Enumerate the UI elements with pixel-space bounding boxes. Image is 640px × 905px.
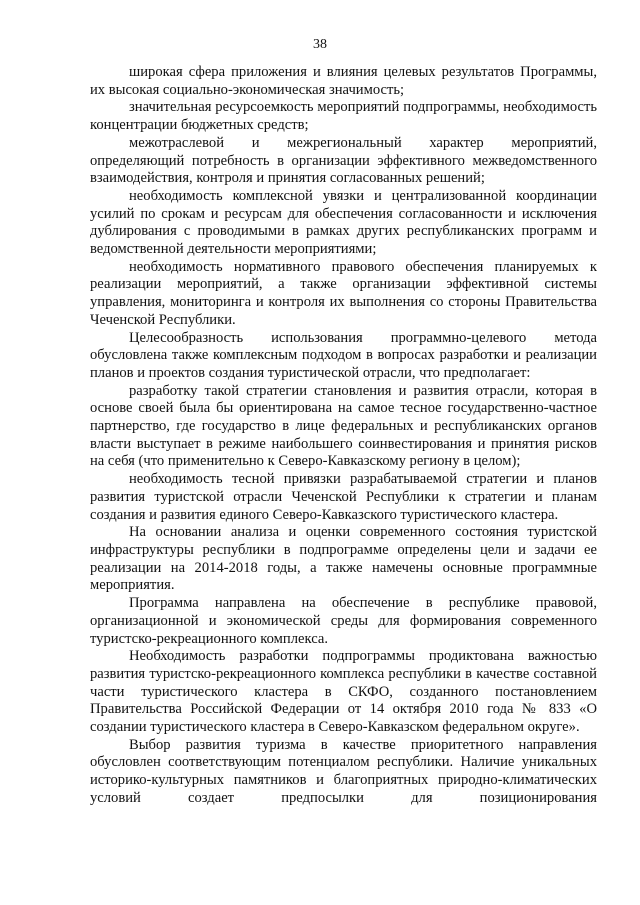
paragraph: Выбор развития туризма в качестве приоритетного направления обусловлен соответствующим потенциалом республики. Наличие уникальных историко-культурных памятников и благоприятных природно-климатических условий создает предпосылки для позиционирования bbox=[90, 736, 597, 806]
paragraph: необходимость нормативного правового обеспечения планируемых к реализации мероприятий, а также организации эффективной системы управления, мониторинга и контроля их выполнения со стороны Правительства Чеченской Республики. bbox=[90, 258, 597, 328]
paragraph: Целесообразность использования программно-целевого метода обусловлена также комплексным подходом в вопросах разработки и реализации планов и проектов создания туристической отрасли, что предполагает: bbox=[90, 329, 597, 381]
page-number: 38 bbox=[313, 37, 327, 52]
paragraph: необходимость комплексной увязки и централизованной координации усилий по срокам и ресурсам для обеспечения согласованности и исключения дублирования с проводимыми в рамках других республиканских программ и ведомственной деятельности мероприятиями; bbox=[90, 187, 597, 258]
body-text bbox=[90, 64, 597, 808]
paragraph: широкая сфера приложения и влияния целевых результатов Программы, их высокая социально-экономическая значимость; bbox=[90, 64, 597, 98]
paragraph: На основании анализа и оценки современного состояния туристской инфраструктуры республики в подпрограмме определены цели и задачи ее реализации на 2014-2018 годы, а также намечены основные программные мероприятия. bbox=[90, 524, 597, 594]
paragraph: Необходимость разработки подпрограммы продиктована важностью развития туристско-рекреационного комплекса республики в качестве составной части туристического кластера в СКФО, созданного постановлением Правительства Российской Федерации от 14 октября 2010 года № 833 «О создании туристического кластера в Северо-Кавказском федеральном округе». bbox=[90, 648, 597, 736]
paragraph: значительная ресурсоемкость мероприятий подпрограммы, необходимость концентрации бюджетных средств; bbox=[90, 99, 597, 134]
paragraph: разработку такой стратегии становления и развития отрасли, которая в основе своей была бы ориентирована на самое тесное государственно-частное партнерство, где государство в лице федеральных и республиканских органов власти выступает в режиме наибольшего соинвестирования и принятия рисков на себя (что применительно к Северо-Кавказскому региону в целом); bbox=[90, 382, 597, 470]
paragraph: необходимость тесной привязки разрабатываемой стратегии и планов развития туристской отрасли Чеченской Республики к стратегии и планам создания и развития единого Северо-Кавказского туристического кластера. bbox=[90, 471, 597, 523]
paragraph: межотраслевой и межрегиональный характер мероприятий, определяющий потребность в организации эффективного межведомственного взаимодействия, контроля и принятия согласованных решений; bbox=[90, 134, 597, 187]
paragraph: Программа направлена на обеспечение в республике правовой, организационной и экономической среды для формирования современного туристско-рекреационного комплекса. bbox=[90, 595, 597, 647]
